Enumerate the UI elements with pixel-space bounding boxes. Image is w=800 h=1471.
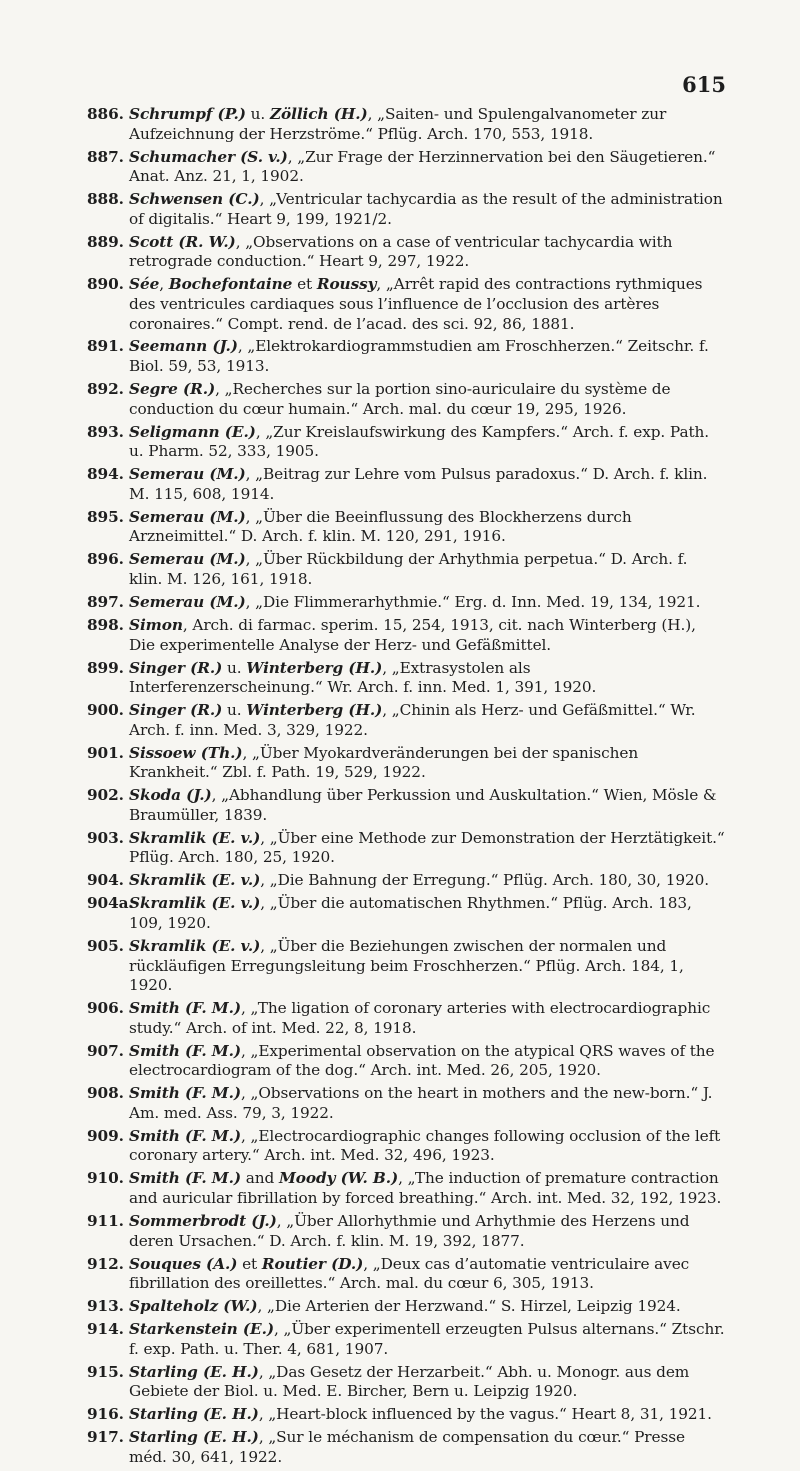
author-name: Roussy	[316, 275, 377, 294]
reference-entry	[87, 550, 725, 589]
reference-text	[129, 871, 725, 891]
reference-entry	[87, 233, 725, 272]
author-name: Winterberg (H.)	[246, 701, 383, 720]
reference-number: 903.	[87, 828, 124, 847]
reference-list	[87, 105, 725, 1471]
reference-text	[129, 337, 725, 376]
citation-text: , „Deux cas d’automatie ventriculaire avec fibrillation des oreillettes.“ Arch. mal. du cœur 6, 305, 1913.	[129, 1254, 690, 1293]
reference-text	[129, 937, 725, 996]
reference-text	[129, 999, 725, 1038]
reference-number: 914.	[87, 1320, 124, 1339]
citation-text: , „Sur le méchanism de compensation du cœur.“ Presse méd. 30, 641, 1922.	[129, 1428, 685, 1466]
author-name: Starkenstein (E.)	[129, 1320, 274, 1339]
author-name: Zöllich (H.)	[269, 105, 368, 123]
citation-text: u.	[222, 658, 247, 677]
reference-entry	[87, 275, 725, 334]
citation-text: , „Die Bahnung der Erregung.“ Pflüg. Arch. 180, 30, 1920.	[260, 871, 709, 890]
reference-number: 900.	[87, 701, 124, 720]
author-name: Scott (R. W.)	[129, 232, 236, 251]
author-name: Smith (F. M.)	[129, 1169, 241, 1188]
citation-text: et	[237, 1254, 262, 1273]
reference-entry	[87, 1042, 725, 1081]
reference-text	[129, 380, 725, 419]
reference-number: 902.	[87, 786, 124, 805]
reference-number: 886.	[87, 105, 124, 123]
reference-text	[129, 1255, 725, 1294]
author-name: Simon	[129, 615, 183, 634]
author-name: Bochefontaine	[168, 275, 293, 294]
author-name: Starling (E. H.)	[129, 1428, 259, 1447]
citation-text: , „Extrasystolen als Interferenzerscheinung.“ Wr. Arch. f. inn. Med. 1, 391, 1920.	[129, 658, 597, 697]
reference-number: 917.	[87, 1428, 124, 1447]
author-name: Semerau (M.)	[129, 550, 246, 569]
reference-text	[129, 1127, 725, 1166]
reference-entry	[87, 1084, 725, 1123]
citation-text: , „Recherches sur la portion sino-auriculaire du système de conduction du cœur humain.“ Arch. mal. du cœur 19, 295, 1926.	[129, 380, 671, 418]
reference-entry	[87, 894, 725, 933]
reference-number: 916.	[87, 1405, 124, 1424]
author-name: Sissoew (Th.)	[129, 743, 243, 762]
reference-entry	[87, 1169, 725, 1208]
reference-text	[129, 508, 725, 547]
author-name: Smith (F. M.)	[129, 999, 241, 1018]
reference-entry	[87, 423, 725, 462]
author-name: Smith (F. M.)	[129, 1084, 241, 1103]
reference-text	[129, 829, 725, 868]
author-name: Starling (E. H.)	[129, 1362, 259, 1381]
reference-entry	[87, 190, 725, 229]
reference-entry	[87, 1255, 725, 1294]
citation-text: , „Chinin als Herz- und Gefäßmittel.“ Wr. Arch. f. inn. Med. 3, 329, 1922.	[129, 701, 696, 739]
author-name: Semerau (M.)	[129, 507, 246, 526]
reference-number: 913.	[87, 1297, 124, 1316]
citation-text: , „Über die automatischen Rhythmen.“ Pflüg. Arch. 183, 109, 1920.	[129, 894, 692, 932]
author-name: Starling (E. H.)	[129, 1405, 259, 1424]
reference-number: 892.	[87, 380, 124, 399]
author-name: Semerau (M.)	[129, 592, 246, 611]
reference-text	[129, 1428, 725, 1467]
reference-entry	[87, 105, 725, 144]
reference-number: 887.	[87, 147, 124, 166]
reference-text	[129, 190, 725, 229]
author-name: Smith (F. M.)	[129, 1041, 241, 1060]
reference-text	[129, 701, 725, 740]
reference-entry	[87, 1428, 725, 1467]
reference-entry	[87, 593, 725, 613]
citation-text: , „Zur Kreislaufswirkung des Kampfers.“ Arch. f. exp. Path. u. Pharm. 52, 333, 1905.	[129, 422, 710, 461]
author-name: Skramlik (E. v.)	[129, 936, 261, 955]
reference-number: 911.	[87, 1212, 124, 1231]
reference-number: 895.	[87, 507, 124, 526]
reference-text	[129, 1297, 725, 1317]
reference-entry	[87, 829, 725, 868]
author-name: Singer (R.)	[129, 701, 223, 720]
reference-entry	[87, 744, 725, 783]
reference-text	[129, 616, 725, 655]
reference-entry	[87, 659, 725, 698]
reference-text	[129, 659, 725, 698]
author-name: Sommerbrodt (J.)	[129, 1212, 277, 1231]
citation-text: , „Die Flimmerarhythmie.“ Erg. d. Inn. Med. 19, 134, 1921.	[245, 592, 701, 611]
reference-text	[129, 593, 725, 613]
citation-text: , „Über Rückbildung der Arhythmia perpetua.“ D. Arch. f. klin. M. 126, 161, 1918.	[129, 550, 688, 588]
citation-text: , „The ligation of coronary arteries with electrocardiographic study.“ Arch. of int. Med. 22, 8, 1918.	[129, 999, 711, 1037]
citation-text: , „Ventricular tachycardia as the result of the administration of digitalis.“ Heart 9, 199, 1921/2.	[129, 190, 723, 228]
reference-entry	[87, 786, 725, 825]
citation-text: , „Beitrag zur Lehre vom Pulsus paradoxus.“ D. Arch. f. klin. M. 115, 608, 1914.	[129, 465, 708, 503]
author-name: Skramlik (E. v.)	[129, 894, 261, 913]
citation-text: , „Über die Beziehungen zwischen der normalen und rückläufigen Erregungsleitung beim Froschherzen.“ Pflüg. Arch. 184, 1, 1920.	[129, 936, 684, 995]
reference-text	[129, 1169, 725, 1208]
reference-text	[129, 275, 725, 334]
citation-text: , „Über eine Methode zur Demonstration der Herztätigkeit.“ Pflüg. Arch. 180, 25, 1920.	[129, 828, 725, 867]
reference-number: 910.	[87, 1169, 124, 1188]
citation-text: , „Arrêt rapid des contractions rythmiques des ventricules cardiaques sous l’influence de l’occlusion des artères coronaires.“ Compt. rend. de l’acad. des sci. 92, 86, 1881.	[129, 275, 703, 333]
reference-number: 915.	[87, 1362, 124, 1381]
citation-text: , „Experimental observation on the atypical QRS waves of the electrocardiogram of the dog.“ Arch. int. Med. 26, 205, 1920.	[129, 1041, 715, 1080]
reference-text	[129, 105, 725, 144]
reference-text	[129, 744, 725, 783]
reference-entry	[87, 1127, 725, 1166]
citation-text: , „Saiten- und Spulengalvanometer zur Aufzeichnung der Herzströme.“ Pflüg. Arch. 170, 553, 1918.	[129, 105, 667, 143]
reference-text	[129, 786, 725, 825]
citation-text: , „Über die Beeinflussung des Blockherzens durch Arzneimittel.“ D. Arch. f. klin. M. 120, 291, 1916.	[129, 507, 632, 546]
author-name: Routier (D.)	[261, 1254, 364, 1273]
author-name: Spalteholz (W.)	[129, 1297, 258, 1316]
reference-number: 893.	[87, 422, 124, 441]
citation-text: , „Heart-block influenced by the vagus.“ Heart 8, 31, 1921.	[258, 1405, 712, 1424]
reference-entry	[87, 1363, 725, 1402]
author-name: Skoda (J.)	[129, 786, 212, 805]
page-number: 615	[682, 72, 726, 97]
citation-text: , Arch. di farmac. sperim. 15, 254, 1913, cit. nach Winterberg (H.), Die experimentelle Analyse der Herz- und Gefäßmittel.	[129, 615, 696, 654]
citation-text: , „Über Myokardveränderungen bei der spanischen Krankheit.“ Zbl. f. Path. 19, 529, 1922.	[129, 743, 639, 782]
citation-text: u.	[222, 701, 247, 720]
reference-number: 898.	[87, 615, 124, 634]
reference-text	[129, 1212, 725, 1251]
reference-text	[129, 423, 725, 462]
citation-text: et	[292, 275, 317, 294]
author-name: Schrumpf (P.)	[129, 105, 246, 123]
author-name: Winterberg (H.)	[246, 658, 383, 677]
author-name: Seligmann (E.)	[129, 422, 256, 441]
citation-text: , „Das Gesetz der Herzarbeit.“ Abh. u. Monogr. aus dem Gebiete der Biol. u. Med. E. Bircher, Bern u. Leipzig 1920.	[129, 1362, 690, 1401]
reference-text	[129, 1084, 725, 1123]
author-name: Seemann (J.)	[129, 337, 238, 356]
reference-number: 908.	[87, 1084, 124, 1103]
author-name: Skramlik (E. v.)	[129, 828, 261, 847]
reference-text	[129, 1320, 725, 1359]
reference-entry	[87, 616, 725, 655]
author-name: Schwensen (C.)	[129, 190, 260, 209]
reference-text	[129, 550, 725, 589]
citation-text: , „Abhandlung über Perkussion und Auskultation.“ Wien, Mösle & Braumüller, 1839.	[129, 786, 717, 824]
reference-entry	[87, 1320, 725, 1359]
reference-entry	[87, 337, 725, 376]
reference-text	[129, 1042, 725, 1081]
author-name: Singer (R.)	[129, 658, 223, 677]
citation-text: , „The induction of premature contraction and auricular fibrillation by forced breathing.“ Arch. int. Med. 32, 192, 1923.	[129, 1169, 722, 1208]
reference-number: 889.	[87, 232, 124, 251]
citation-text: , „Zur Frage der Herzinnervation bei den Säugetieren.“ Anat. Anz. 21, 1, 1902.	[129, 147, 716, 186]
reference-number: 905.	[87, 936, 124, 955]
reference-entry	[87, 148, 725, 187]
reference-number: 912.	[87, 1254, 124, 1273]
reference-number: 896.	[87, 550, 124, 569]
reference-number: 901.	[87, 743, 124, 762]
reference-number: 890.	[87, 275, 124, 294]
reference-number: 888.	[87, 190, 124, 209]
author-name: Sée	[129, 275, 160, 294]
reference-entry	[87, 1212, 725, 1251]
reference-number: 909.	[87, 1126, 124, 1145]
author-name: Semerau (M.)	[129, 465, 246, 484]
citation-text: , „Electrocardiographic changes following occlusion of the left coronary artery.“ Arch. int. Med. 32, 496, 1923.	[129, 1126, 721, 1165]
citation-text: and	[240, 1169, 279, 1188]
citation-text: , „Elektrokardiogrammstudien am Froschherzen.“ Zeitschr. f. Biol. 59, 53, 1913.	[129, 337, 709, 376]
reference-text	[129, 465, 725, 504]
reference-number: 894.	[87, 465, 124, 484]
citation-text: , „Observations on the heart in mothers and the new-born.“ J. Am. med. Ass. 79, 3, 1922.	[129, 1084, 713, 1122]
reference-entry	[87, 937, 725, 996]
reference-entry	[87, 871, 725, 891]
author-name: Souques (A.)	[129, 1254, 238, 1273]
reference-text	[129, 233, 725, 272]
reference-number: 904.	[87, 871, 124, 890]
author-name: Skramlik (E. v.)	[129, 871, 261, 890]
reference-entry	[87, 508, 725, 547]
reference-number: 899.	[87, 658, 124, 677]
author-name: Smith (F. M.)	[129, 1126, 241, 1145]
reference-text	[129, 1363, 725, 1402]
reference-number: 891.	[87, 337, 124, 356]
author-name: Schumacher (S. v.)	[129, 147, 288, 166]
reference-entry	[87, 701, 725, 740]
reference-text	[129, 148, 725, 187]
citation-text: u.	[245, 105, 270, 123]
citation-text: , „Über Allorhythmie und Arhythmie des Herzens und deren Ursachen.“ D. Arch. f. klin. M. 19, 392, 1877.	[129, 1212, 690, 1250]
reference-number: 906.	[87, 999, 124, 1018]
citation-text: , „Über experimentell erzeugten Pulsus alternans.“ Ztschr. f. exp. Path. u. Ther. 4, 681, 1907.	[129, 1320, 725, 1358]
reference-number: 897.	[87, 592, 124, 611]
reference-text	[129, 894, 725, 933]
reference-entry	[87, 1297, 725, 1317]
citation-text: , „Observations on a case of ventricular tachycardia with retrograde conduction.“ Heart 9, 297, 1922.	[129, 232, 673, 271]
reference-text	[129, 1405, 725, 1425]
reference-entry	[87, 999, 725, 1038]
reference-entry	[87, 1405, 725, 1425]
reference-number: 907.	[87, 1041, 124, 1060]
reference-entry	[87, 465, 725, 504]
citation-text: ,	[159, 275, 169, 294]
author-name: Moody (W. B.)	[278, 1169, 399, 1188]
author-name: Segre (R.)	[129, 380, 216, 399]
citation-text: , „Die Arterien der Herzwand.“ S. Hirzel, Leipzig 1924.	[257, 1297, 681, 1316]
reference-entry	[87, 380, 725, 419]
reference-number: 904a.	[87, 894, 134, 913]
